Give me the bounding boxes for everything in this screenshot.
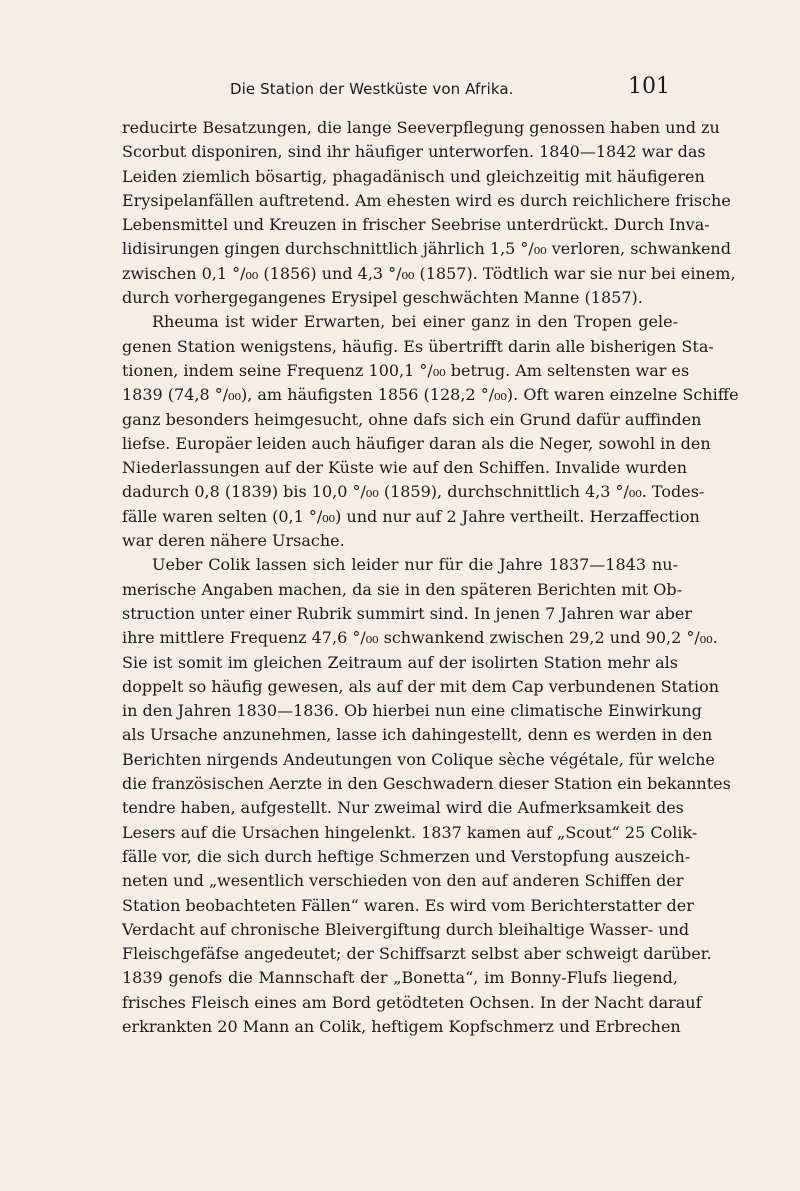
text-line: ihre mittlere Frequenz 47,6 °/₀₀ schwankend zwischen 29,2 und 90,2 °/₀₀. (122, 628, 718, 648)
text-line: tionen, indem seine Frequenz 100,1 °/₀₀ betrug. Am seltensten war es (122, 360, 690, 380)
running-title: Die Station der Westküste von Afrika. (230, 80, 514, 98)
text-line: Verdacht auf chronische Bleivergiftung durch bleihaltige Wasser- und (122, 919, 690, 939)
text-line: genen Station wenigstens, häufig. Es übertrifft darin alle bisherigen Sta- (122, 336, 714, 356)
text-line: Rheuma ist wider Erwarten, bei einer ganz in den Tropen gele- (152, 312, 678, 332)
text-line: fälle vor, die sich durch heftige Schmerzen und Verstopfung auszeich- (122, 846, 691, 866)
text-line: Fleischgefäfse angedeutet; der Schiffsarzt selbst aber schweigt darüber. (122, 944, 712, 964)
text-line: tendre haben, aufgestellt. Nur zweimal wird die Aufmerksamkeit des (122, 798, 684, 818)
text-line: Ueber Colik lassen sich leider nur für die Jahre 1837—1843 nu- (152, 555, 678, 575)
text-line: Lesers auf die Ursachen hingelenkt. 1837 kamen auf „Scout“ 25 Colik- (122, 822, 698, 842)
paragraph (122, 553, 731, 1039)
paragraph (122, 116, 736, 310)
text-line: ganz besonders heimgesucht, ohne dafs sich ein Grund dafür auffinden (122, 409, 702, 429)
text-line: zwischen 0,1 °/₀₀ (1856) und 4,3 °/₀₀ (1857). Tödtlich war sie nur bei einem, (122, 263, 736, 283)
text-line: Berichten nirgends Andeutungen von Colique sèche végétale, für welche (122, 749, 715, 769)
text-line: Niederlassungen auf der Küste wie auf den Schiffen. Invalide wurden (122, 458, 688, 478)
text-line: in den Jahren 1830—1836. Ob hierbei nun eine climatische Einwirkung (122, 701, 702, 721)
text-line: Erysipelanfällen auftretend. Am ehesten wird es durch reichlichere frische (122, 190, 731, 210)
text-line: reducirte Besatzungen, die lange Seeverpflegung genossen haben und zu (122, 118, 720, 137)
text-line: neten und „wesentlich verschieden von den auf anderen Schiffen der (122, 871, 684, 891)
text-line: Lebensmittel und Kreuzen in frischer Seebrise unterdrückt. Durch Inva- (122, 215, 710, 235)
text-line: Leiden ziemlich bösartig, phagadänisch und gleichzeitig mit häufigeren (122, 166, 705, 186)
text-line: merische Angaben machen, da sie in den späteren Berichten mit Ob- (122, 579, 682, 599)
text-line: 1839 genofs die Mannschaft der „Bonetta“, im Bonny-Flufs liegend, (122, 968, 678, 988)
text-line: war deren nähere Ursache. (122, 531, 345, 551)
text-line: lidisirungen gingen durchschnittlich jährlich 1,5 °/₀₀ verloren, schwankend (122, 239, 731, 259)
text-line: doppelt so häufig gewesen, als auf der mit dem Cap verbundenen Station (122, 676, 719, 696)
text-line: frisches Fleisch eines am Bord getödteten Ochsen. In der Nacht darauf (122, 992, 702, 1012)
text-line: struction unter einer Rubrik summirt sind. In jenen 7 Jahren war aber (122, 603, 692, 623)
text-line: fälle waren selten (0,1 °/₀₀) und nur auf 2 Jahre vertheilt. Herzaffection (122, 506, 700, 526)
text-line: liefse. Europäer leiden auch häufiger daran als die Neger, sowohl in den (122, 433, 711, 453)
text-line: als Ursache anzunehmen, lasse ich dahingestellt, denn es werden in den (122, 725, 713, 745)
text-line: 1839 (74,8 °/₀₀), am häufigsten 1856 (128,2 °/₀₀). Oft waren einzelne Schiffe (122, 385, 739, 405)
text-line: Station beobachteten Fällen“ waren. Es wird vom Berichterstatter der (122, 895, 694, 915)
text-line: erkrankten 20 Mann an Colik, heftigem Kopfschmerz und Erbrechen (122, 1016, 681, 1036)
page-number: 101 (628, 74, 670, 99)
text-line: durch vorhergegangenes Erysipel geschwächten Manne (1857). (122, 288, 643, 308)
body-text (122, 116, 739, 1039)
text-line: die französischen Aerzte in den Geschwadern dieser Station ein bekanntes (122, 774, 731, 794)
paragraph (122, 310, 739, 553)
text-line: Scorbut disponiren, sind ihr häufiger unterworfen. 1840—1842 war das (122, 142, 706, 162)
text-line: dadurch 0,8 (1839) bis 10,0 °/₀₀ (1859), durchschnittlich 4,3 °/₀₀. Todes- (122, 482, 705, 502)
text-line: Sie ist somit im gleichen Zeitraum auf der isolirten Station mehr als (122, 652, 678, 672)
page-header (210, 74, 670, 108)
